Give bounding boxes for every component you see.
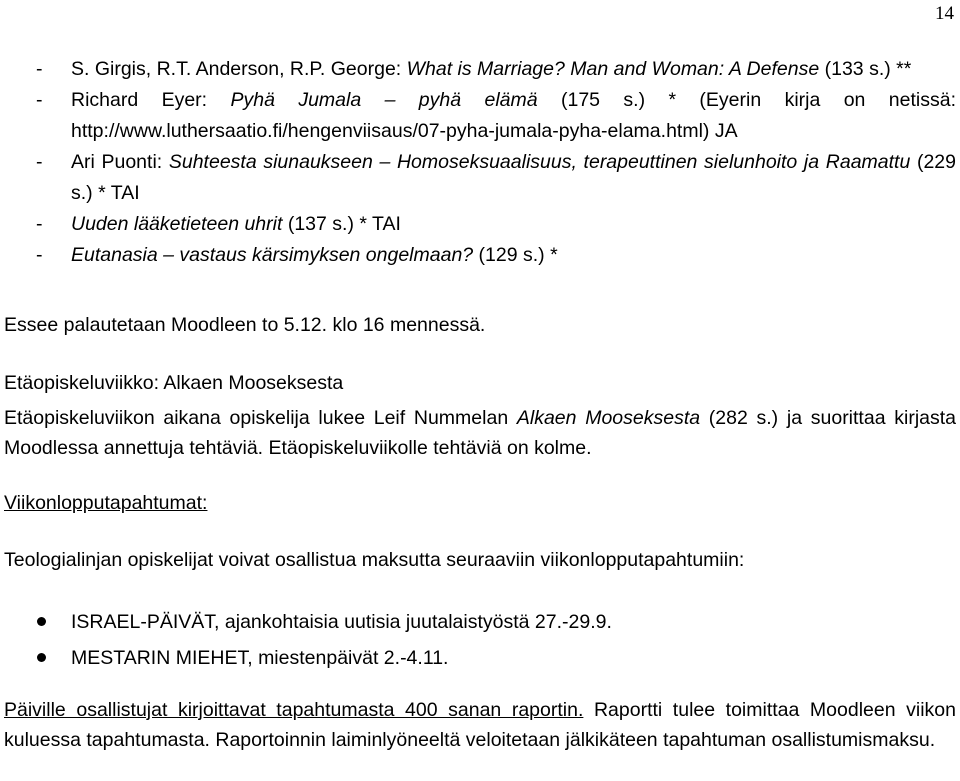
report-instructions: Raportti tulee toimittaa Moodleen viikon kuluessa tapahtumasta. Raportoinnin laiminlyöneeltä veloitetaan jälkikäteen tapahtuman osallistumismaksu. bbox=[4, 699, 956, 751]
reference-item bbox=[4, 147, 956, 209]
reference-title: Suhteesta siunaukseen – Homoseksuaalisuus, terapeuttinen sielunhoito ja Raamattu bbox=[168, 151, 911, 173]
essay-deadline: Essee palautetaan Moodleen to 5.12. klo 16 mennessä. bbox=[4, 314, 486, 336]
list-dash: - bbox=[36, 213, 43, 235]
reference-details: (137 s.) * TAI bbox=[282, 213, 401, 235]
event-label: ISRAEL-PÄIVÄT, ajankohtaisia uutisia juutalaistyöstä 27.-29.9. bbox=[71, 611, 612, 633]
reference-details: (229 s.) * TAI bbox=[71, 151, 956, 204]
report-requirement: Päiville osallistujat kirjoittavat tapahtumasta 400 sanan raportin. bbox=[4, 699, 584, 721]
reference-title: Eutanasia – vastaus kärsimyksen ongelmaan? bbox=[71, 244, 474, 266]
list-dash: - bbox=[36, 244, 43, 266]
reference-authors: Richard Eyer: bbox=[71, 89, 231, 111]
reference-title: Pyhä Jumala – pyhä elämä bbox=[230, 89, 538, 111]
list-dash: - bbox=[36, 89, 43, 111]
reference-title: What is Marriage? Man and Woman: A Defense bbox=[406, 58, 820, 80]
reference-item bbox=[4, 85, 956, 147]
bullet-icon bbox=[37, 653, 46, 662]
distance-week-text-start: Etäopiskeluviikon aikana opiskelija lukee Leif Nummelan bbox=[4, 407, 517, 429]
report-paragraph bbox=[4, 695, 956, 755]
distance-week-paragraph bbox=[4, 403, 956, 463]
list-dash: - bbox=[36, 151, 43, 173]
list-dash: - bbox=[36, 58, 43, 80]
book-title: Alkaen Mooseksesta bbox=[516, 407, 701, 429]
event-label: MESTARIN MIEHET, miestenpäivät 2.-4.11. bbox=[71, 647, 449, 669]
distance-week-heading: Etäopiskeluviikko: Alkaen Mooseksesta bbox=[4, 372, 344, 394]
reference-list bbox=[4, 54, 956, 271]
reference-details: (129 s.) * bbox=[473, 244, 558, 266]
weekend-events-intro: Teologialinjan opiskelijat voivat osallistua maksutta seuraaviin viikonlopputapahtumiin: bbox=[4, 549, 745, 571]
reference-item bbox=[4, 209, 956, 240]
reference-first-line bbox=[71, 85, 956, 116]
reference-title: Uuden lääketieteen uhrit bbox=[71, 213, 283, 235]
reference-details: (133 s.) ** bbox=[819, 58, 912, 80]
weekend-events-heading: Viikonlopputapahtumat: bbox=[4, 492, 208, 514]
bullet-icon bbox=[37, 617, 46, 626]
list-item bbox=[4, 640, 956, 676]
page-number: 14 bbox=[935, 3, 954, 24]
reference-authors: Ari Puonti: bbox=[71, 151, 169, 173]
list-item bbox=[4, 604, 956, 640]
reference-details: (175 s.) * (Eyerin kirja on netissä: bbox=[537, 89, 956, 111]
reference-item bbox=[4, 240, 956, 271]
reference-url: http://www.luthersaatio.fi/hengenviisaus/07-pyha-jumala-pyha-elama.html) JA bbox=[71, 120, 738, 142]
event-list bbox=[4, 604, 956, 676]
distance-week-text-end: (282 s.) ja suorittaa kirjasta Moodlessa annettuja tehtäviä. Etäopiskeluviikolle tehtäviä on kolme. bbox=[4, 407, 957, 459]
reference-authors: S. Girgis, R.T. Anderson, R.P. George: bbox=[71, 58, 407, 80]
reference-item bbox=[4, 54, 956, 85]
